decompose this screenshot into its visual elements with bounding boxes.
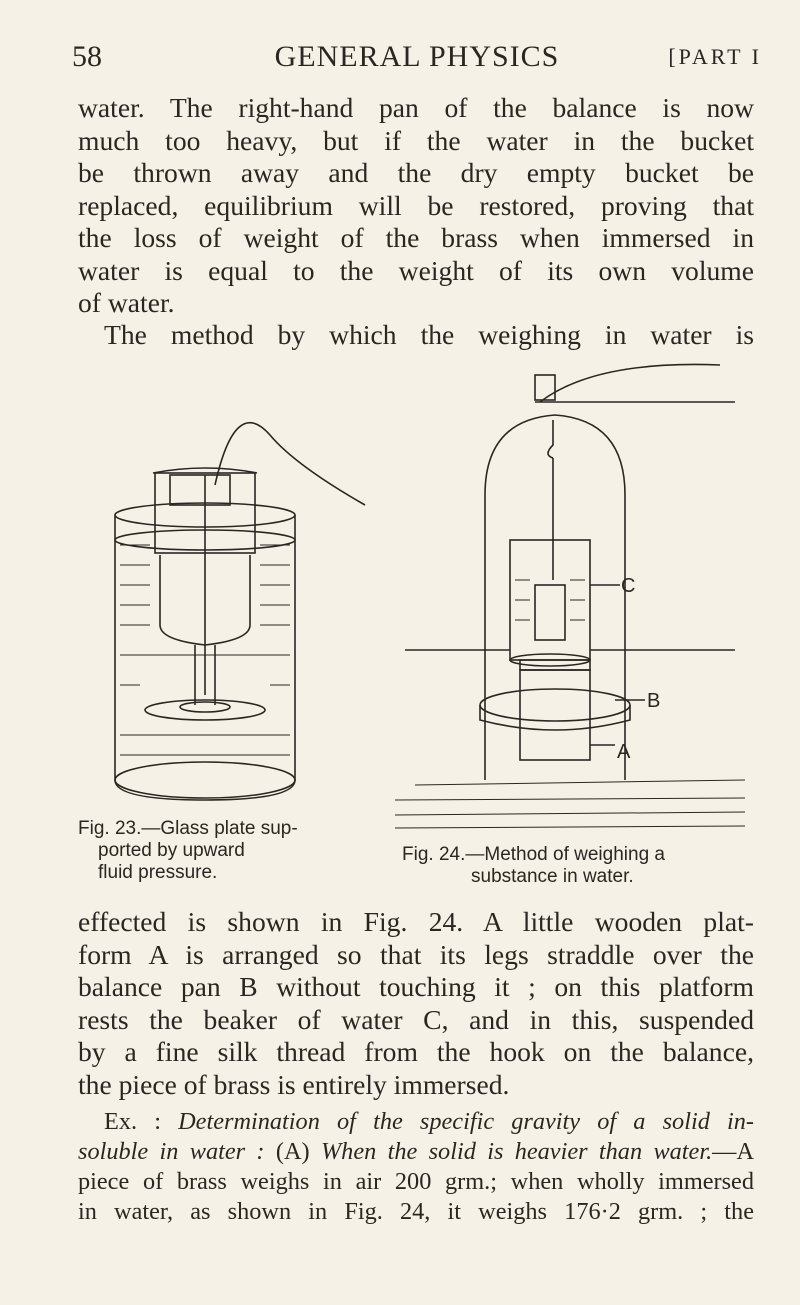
brass-piece <box>535 585 565 640</box>
text-line: much too heavy, but if the water in the bucket <box>78 124 754 156</box>
label-b: B <box>647 690 661 712</box>
caption-line: Fig. 24.—Method of weighing a <box>402 844 665 865</box>
text-line: by a fine silk thread from the hook on the balance, <box>78 1036 754 1067</box>
example-label: Ex. : <box>104 1108 161 1135</box>
caption-line: Fig. 23.—Glass plate sup- <box>78 818 298 839</box>
part-label: [PART I <box>668 44 762 69</box>
platform-a <box>520 660 590 760</box>
example-paragraph <box>78 1107 754 1227</box>
caption-line: ported by upward <box>98 840 245 861</box>
case-label: (A) <box>275 1138 310 1165</box>
text-line: rests the beaker of water C, and in this, suspended <box>78 1003 754 1035</box>
text-line: The method by which the weighing in water is <box>104 319 754 350</box>
text-line: replaced, equilibrium will be restored, proving that <box>78 189 754 221</box>
fig23-caption <box>78 818 298 884</box>
label-c: C <box>621 575 636 597</box>
beaker-c <box>510 540 590 666</box>
text-line: water. The right-hand pan of the balance is now <box>78 92 754 123</box>
text-line: of water. <box>78 287 175 318</box>
label-a: A <box>617 741 631 763</box>
text-line <box>78 1137 754 1167</box>
text-line <box>78 1107 754 1137</box>
text-line: effected is shown in Fig. 24. A little wooden plat- <box>78 906 754 937</box>
text-line: piece of brass weighs in air 200 grm.; when wholly immersed <box>78 1168 754 1195</box>
caption-line: substance in water. <box>471 866 634 887</box>
text-line: the piece of brass is entirely immersed. <box>78 1068 510 1100</box>
example-title-cont: soluble in water : <box>78 1138 265 1165</box>
case-title: When the solid is heavier than water. <box>320 1138 713 1165</box>
text-line: be thrown away and the dry empty bucket be <box>78 157 754 188</box>
paragraph-2-start <box>78 319 754 352</box>
silk-thread <box>215 423 365 505</box>
fig24-illustration <box>375 360 765 830</box>
text-line: in water, as shown in Fig. 24, it weighs 176·2 grm. ; the <box>78 1198 754 1225</box>
example-title: Determination of the specific gravity of a solid in- <box>178 1108 754 1135</box>
page-number: 58 <box>72 40 102 73</box>
text-line: balance pan B without touching it ; on this platform <box>78 971 754 1002</box>
paragraph-1 <box>78 92 754 320</box>
case-dash: —A <box>712 1138 755 1165</box>
fig23-illustration <box>95 415 385 815</box>
running-header <box>72 40 762 84</box>
balance-arm <box>535 364 735 402</box>
balance-pan-b <box>480 689 630 730</box>
caption-line: fluid pressure. <box>98 862 218 883</box>
text-line: water is equal to the weight of its own volume <box>78 254 754 286</box>
fig24-caption <box>402 844 665 888</box>
text-line: the loss of weight of the brass when immersed in <box>78 222 754 253</box>
hook <box>548 420 553 458</box>
text-line: form A is arranged so that its legs straddle over the <box>78 938 754 970</box>
table-hatching <box>395 580 745 828</box>
running-title: GENERAL PHYSICS <box>274 40 560 73</box>
paragraph-2-continued <box>78 906 754 1101</box>
